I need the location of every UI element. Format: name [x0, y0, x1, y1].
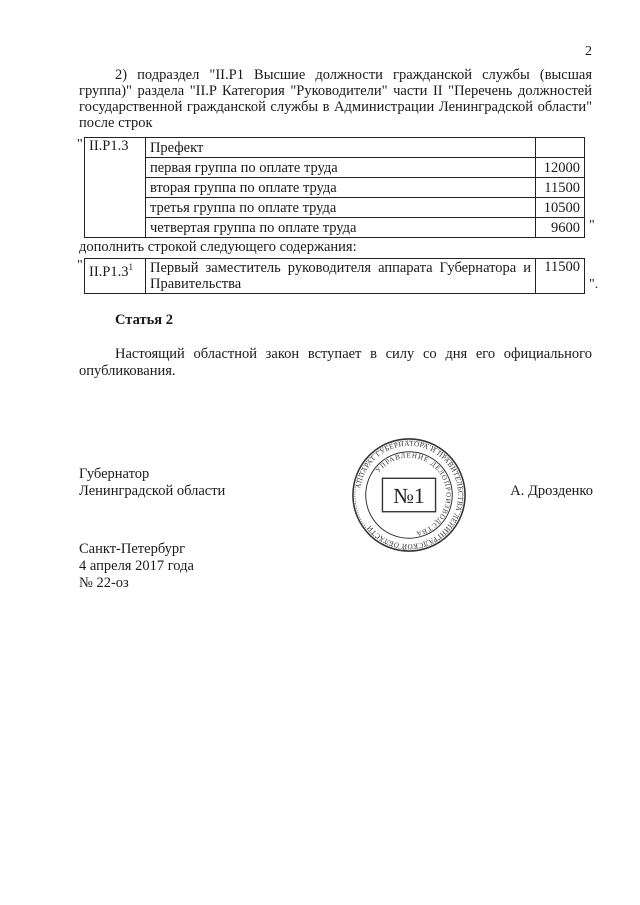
table1-close-quote: ": [589, 218, 595, 233]
table1-row-value: 12000: [536, 158, 585, 178]
table1-title: Префект: [145, 138, 535, 158]
seal-inner-text: УПРАВЛЕНИЕ ДЕЛОПРОИЗВОДСТВА: [374, 452, 452, 537]
table1-row-label: вторая группа по оплате труда: [145, 178, 535, 198]
footer-law-number: № 22-оз: [79, 575, 129, 591]
intro-text: 2) подраздел "II.P1 Высшие должности гражданской службы (высшая группа)" раздела "II.P Категория "Руководители" части II "Перечень должностей государственной гражданской службы в Администрации Ленинградской области" после строк: [79, 67, 592, 131]
table-row: [85, 138, 585, 158]
table2-title: Первый заместитель руководителя аппарата Губернатора и Правительства: [145, 259, 535, 294]
seal-outer-text: АППАРАТ ГУБЕРНАТОРА И ПРАВИТЕЛЬСТВА ЛЕНИНГРАДСКОЙ ОБЛАСТИ: [354, 439, 465, 551]
table1-row-label: первая группа по оплате труда: [145, 158, 535, 178]
article-paragraph: [79, 346, 592, 380]
table2-open-quote: ": [77, 258, 83, 273]
table2-code-sup: 1: [128, 262, 133, 272]
article-text: Настоящий областной закон вступает в силу со дня его официального опубликования.: [79, 346, 592, 379]
table2-code: II.P1.3: [89, 263, 129, 280]
article-heading: Статья 2: [115, 312, 173, 328]
page-number: 2: [585, 44, 592, 59]
table-row: [85, 198, 585, 218]
seal-number: №1: [393, 483, 425, 508]
table1-row-value: 10500: [536, 198, 585, 218]
footer-city: Санкт-Петербург: [79, 541, 186, 557]
official-seal: [350, 436, 468, 554]
signatory-name: А. Дрозденко: [510, 483, 593, 499]
intro-paragraph: [79, 67, 592, 131]
table2-value: 11500: [536, 259, 585, 294]
footer-date: 4 апреля 2017 года: [79, 558, 194, 574]
table-row: [85, 259, 585, 294]
table2-code-cell: [85, 259, 146, 294]
table-row: [85, 178, 585, 198]
table1-row-value: 9600: [536, 218, 585, 238]
table1-code: II.P1.3: [85, 138, 146, 238]
table1-row-label: четвертая группа по оплате труда: [145, 218, 535, 238]
table1-row-label: третья группа по оплате труда: [145, 198, 535, 218]
table1-open-quote: ": [77, 137, 83, 152]
governor-title: Губернатор: [79, 466, 150, 482]
table2-close-quote: ".: [589, 277, 599, 292]
table-row: [85, 218, 585, 238]
table-prefect: [84, 137, 585, 238]
table1-row-value: 11500: [536, 178, 585, 198]
table-first-deputy: [84, 258, 585, 294]
governor-region: Ленинградской области: [79, 483, 226, 499]
supplement-text: дополнить строкой следующего содержания:: [79, 239, 357, 255]
table-row: [85, 158, 585, 178]
